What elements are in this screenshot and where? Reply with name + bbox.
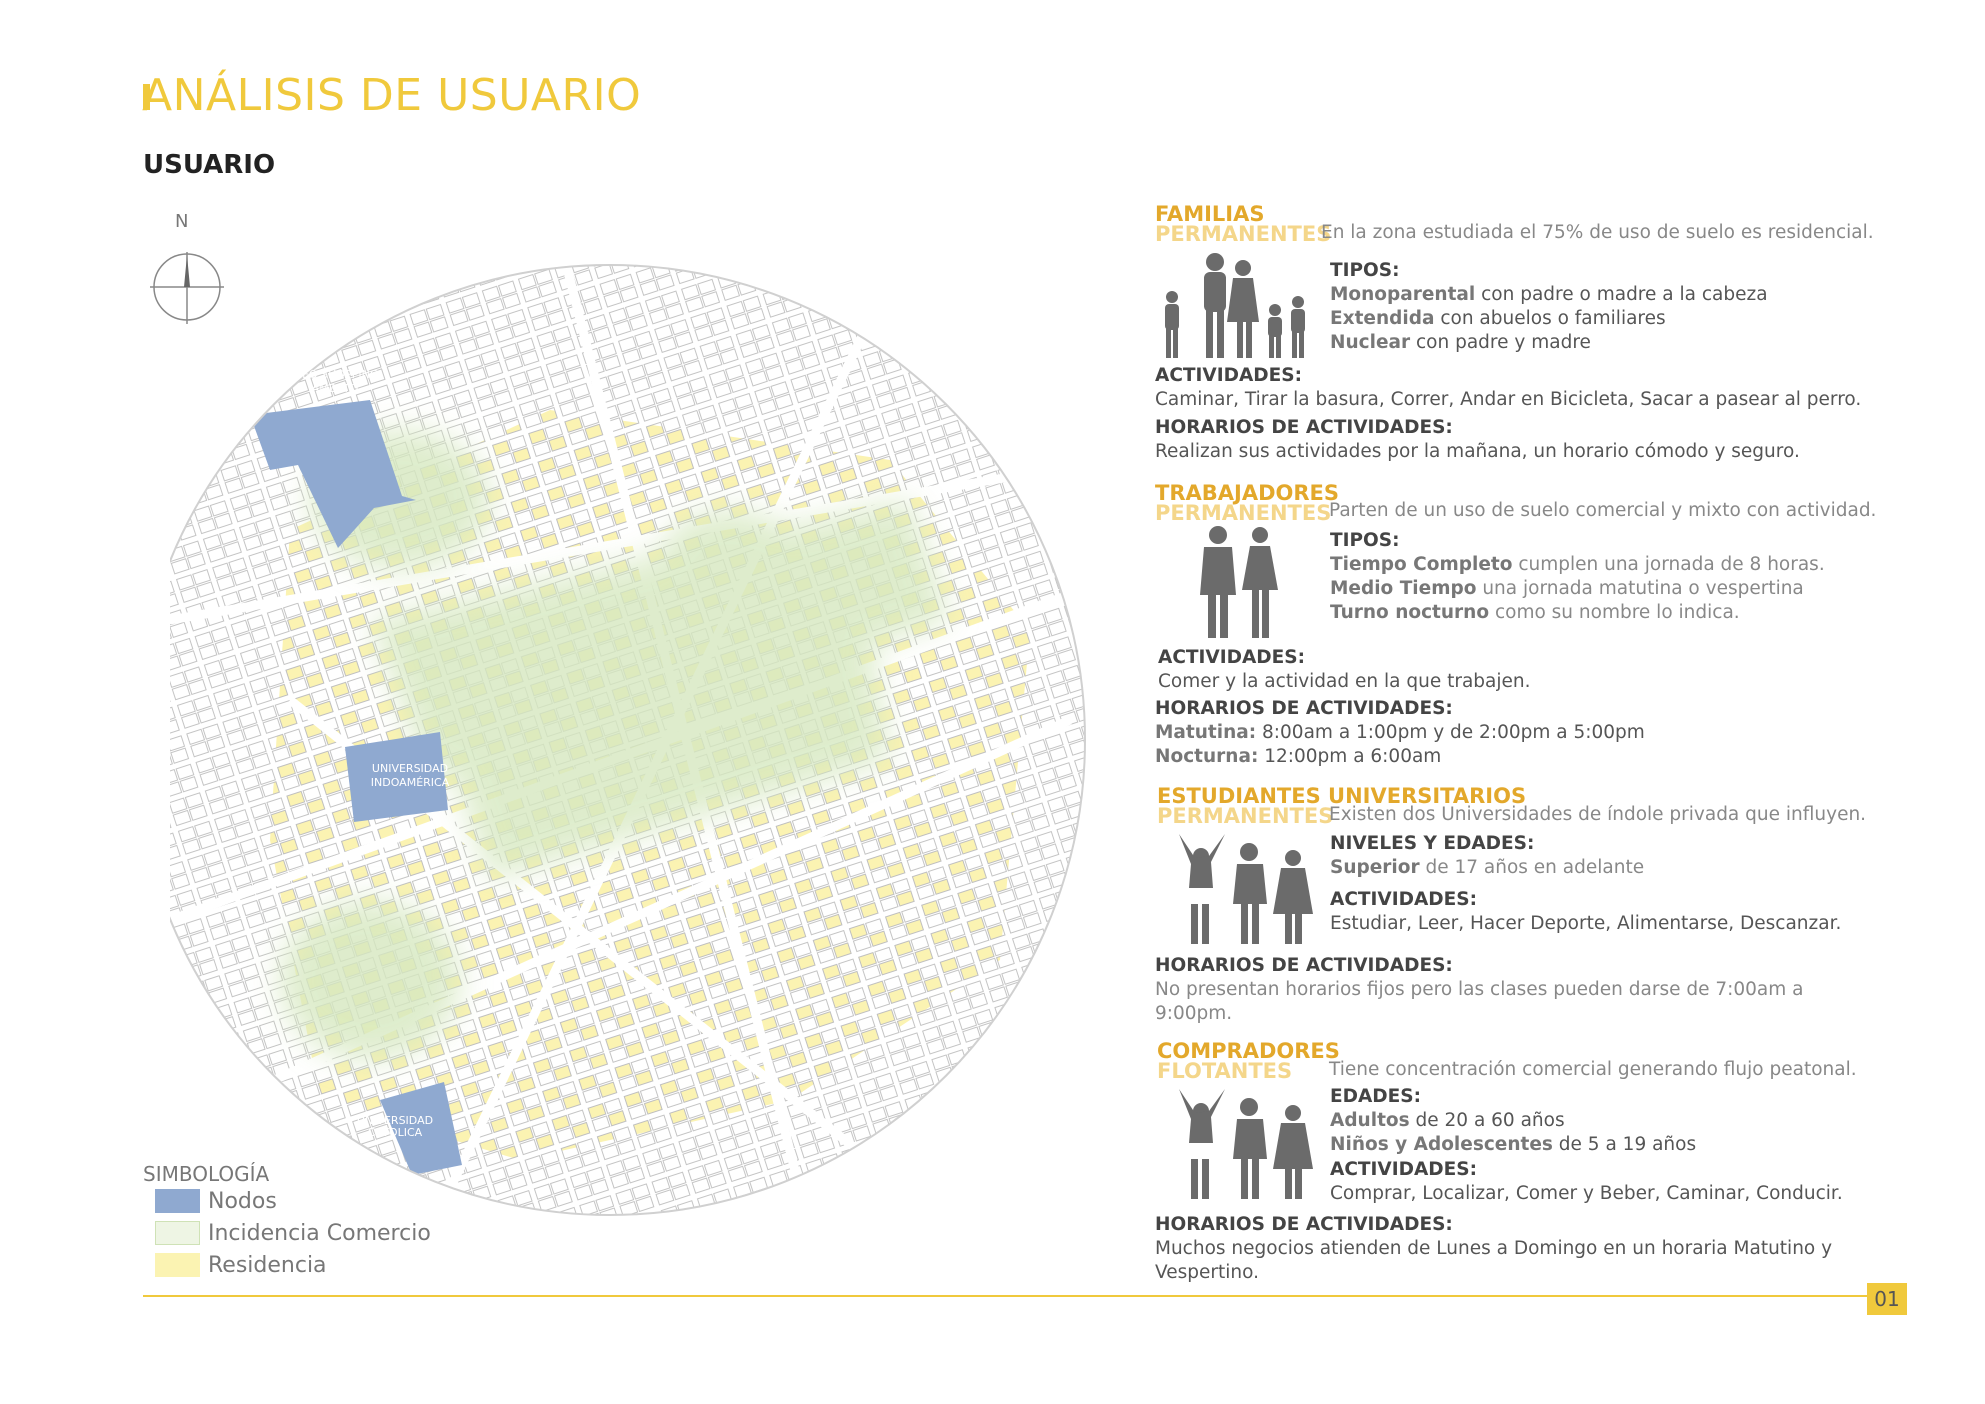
family-silhouette-icon [1155,250,1315,360]
students-silhouette-icon [1175,830,1325,945]
map-label-indo-2: INDOAMÉRICA [370,776,450,789]
trabajadores-tipo-3-desc: como su nombre lo indica. [1489,602,1740,623]
legend-swatch-nodos [155,1189,200,1213]
compradores-actividades: Comprar, Localizar, Comer y Beber, Caminar, Conducir. [1330,1183,1843,1204]
trabajadores-horario-2-label: Nocturna: [1155,746,1259,767]
compradores-edad-1-desc: de 20 a 60 años [1409,1110,1565,1131]
estudiantes-horarios-1: No presentan horarios fijos pero las clases pueden darse de 7:00am a [1155,979,1804,1000]
estudiantes-actividades: Estudiar, Leer, Hacer Deporte, Alimentarse, Descanzar. [1330,913,1842,934]
familias-title: FAMILIAS [1155,202,1265,226]
compradores-actividades-heading: ACTIVIDADES: [1330,1159,1477,1180]
compradores-edad-2-name: Niños y Adolescentes [1330,1134,1553,1155]
familias-tipo-2 [1330,307,1666,331]
trabajadores-tipo-3 [1330,601,1740,625]
familias-intro: En la zona estudiada el 75% de uso de suelo es residencial. [1321,222,1874,243]
compradores-horarios-2: Vespertino. [1155,1262,1259,1283]
shoppers-silhouette-icon [1175,1085,1325,1200]
map-label-paseo-2: AMBATO [311,382,359,395]
footer-divider [143,1295,1903,1297]
familias-tipo-2-desc: con abuelos o familiares [1434,308,1666,329]
familias-tipo-3 [1330,331,1591,355]
estudiantes-horarios-2: 9:00pm. [1155,1003,1233,1024]
page-number: 01 [1867,1283,1907,1315]
compradores-edades-heading: EDADES: [1330,1086,1422,1107]
trabajadores-horario-1-value: 8:00am a 1:00pm y de 2:00pm a 5:00pm [1256,722,1645,743]
trabajadores-tipo-3-name: Turno nocturno [1330,602,1490,623]
familias-tipo-2-name: Extendida [1330,308,1435,329]
legend-item-nodos [155,1188,277,1214]
familias-sub: PERMANENTES [1155,222,1332,246]
legend-item-comercio [155,1220,431,1246]
legend-title: SIMBOLOGÍA [143,1162,270,1186]
trabajadores-tipo-1-name: Tiempo Completo [1330,554,1513,575]
trabajadores-actividades: Comer y la actividad en la que trabajen. [1158,671,1531,692]
map-label-indo-1: UNIVERSIDAD [371,762,449,775]
familias-horarios: Realizan sus actividades por la mañana, un horario cómodo y seguro. [1155,441,1800,462]
familias-actividades-heading: ACTIVIDADES: [1155,365,1302,386]
trabajadores-tipo-2-desc: una jornada matutina o vespertina [1476,578,1804,599]
familias-tipo-1-desc: con padre o madre a la cabeza [1475,284,1768,305]
compradores-edad-2 [1330,1133,1696,1157]
trabajadores-tipo-1 [1330,553,1825,577]
familias-tipo-3-name: Nuclear [1330,332,1411,353]
familias-tipo-1-name: Monoparental [1330,284,1476,305]
familias-actividades: Caminar, Tirar la basura, Correr, Andar en Bicicleta, Sacar a pasear al perro. [1155,389,1862,410]
trabajadores-horario-1-label: Matutina: [1155,722,1257,743]
estudiantes-nivel-name: Superior [1330,857,1420,878]
compradores-edad-1 [1330,1109,1565,1133]
estudiantes-intro: Existen dos Universidades de índole privada que influyen. [1329,804,1867,825]
estudiantes-horarios-heading: HORARIOS DE ACTIVIDADES: [1155,955,1453,976]
trabajadores-horario-2-value: 12:00pm a 6:00am [1258,746,1442,767]
trabajadores-tipo-1-desc: cumplen una jornada de 8 horas. [1512,554,1825,575]
compradores-horarios-heading: HORARIOS DE ACTIVIDADES: [1155,1214,1453,1235]
compradores-intro: Tiene concentración comercial generando flujo peatonal. [1329,1059,1857,1080]
legend-label-residencia: Residencia [208,1252,327,1278]
legend-label-nodos: Nodos [208,1188,277,1214]
legend-swatch-comercio [155,1221,200,1245]
trabajadores-tipo-2 [1330,577,1804,601]
estudiantes-nivel [1330,856,1644,880]
familias-tipo-1 [1330,283,1768,307]
trabajadores-horario-2 [1155,745,1441,769]
trabajadores-tipos-heading: TIPOS: [1330,530,1400,551]
estudiantes-nivel-desc: de 17 años en adelante [1419,857,1645,878]
map-label-cat-2: CATOLICA [367,1126,423,1139]
estudiantes-actividades-heading: ACTIVIDADES: [1330,889,1477,910]
trabajadores-tipo-2-name: Medio Tiempo [1330,578,1477,599]
familias-tipos-heading: TIPOS: [1330,260,1400,281]
map-label-paseo-1: PASEO SHOPPING [281,368,379,381]
urban-map [170,200,1110,1230]
estudiantes-title: ESTUDIANTES UNIVERSITARIOS [1157,784,1527,808]
compradores-horarios-1: Muchos negocios atienden de Lunes a Domingo en un horaria Matutino y [1155,1238,1833,1259]
trabajadores-sub: PERMANENTES [1155,501,1332,525]
compradores-edad-1-name: Adultos [1330,1110,1410,1131]
workers-silhouette-icon [1190,525,1290,640]
north-label: N [175,211,189,232]
legend-label-comercio: Incidencia Comercio [208,1220,431,1246]
trabajadores-intro: Parten de un uso de suelo comercial y mixto con actividad. [1329,500,1877,521]
legend-swatch-residencia [155,1253,200,1277]
legend-item-residencia [155,1252,327,1278]
familias-horarios-heading: HORARIOS DE ACTIVIDADES: [1155,417,1453,438]
trabajadores-horario-1 [1155,721,1645,745]
trabajadores-actividades-heading: ACTIVIDADES: [1158,647,1305,668]
section-subtitle: USUARIO [143,150,276,180]
familias-tipo-3-desc: con padre y madre [1410,332,1591,353]
estudiantes-niveles-heading: NIVELES Y EDADES: [1330,833,1535,854]
compradores-title: COMPRADORES [1157,1039,1340,1063]
trabajadores-horarios-heading: HORARIOS DE ACTIVIDADES: [1155,698,1453,719]
compradores-edad-2-desc: de 5 a 19 años [1552,1134,1697,1155]
estudiantes-sub: PERMANENTES [1157,804,1334,828]
map-label-cat-1: UNIVERSIDAD [356,1114,434,1127]
trabajadores-title: TRABAJADORES [1155,481,1339,505]
compradores-sub: FLOTANTES [1157,1059,1293,1083]
page-title: ANÁLISIS DE USUARIO [142,70,642,121]
